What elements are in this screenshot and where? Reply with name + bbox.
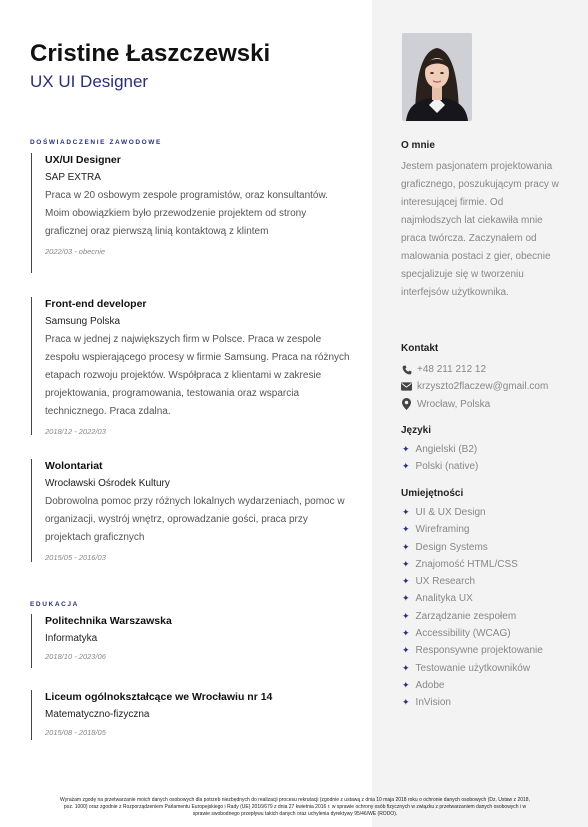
- envelope-icon: [401, 381, 412, 392]
- experience-dates: 2015/05 - 2016/03: [45, 553, 106, 562]
- experience-entry: [31, 297, 350, 435]
- contact-email[interactable]: [401, 378, 581, 395]
- languages-heading: Języki: [401, 425, 432, 436]
- contact-location: [401, 396, 581, 413]
- language-item: ✦ Polski (native): [401, 458, 581, 475]
- education-school: Liceum ogólnokształcące we Wrocławiu nr 14: [45, 691, 273, 703]
- star-bullet-icon: ✦: [402, 628, 410, 639]
- experience-description: Praca w 20 osbowym zespole programistów, oraz konsultantów. Moim obowiązkiem było przewodzenie projektem od strony graficznej oraz pierwszą linią kontaktową z klintem: [45, 190, 328, 237]
- experience-description: Praca w jednej z największych firm w Polsce. Praca w zespole zespołu wspierającego procesy w firmie Samsung. Praca na różnych etapach rozwoju projektów. Współpraca z klientami w zakresie projektowania, programowania, testowania oraz wsparcia technicznego. Praca zdalna.: [45, 334, 350, 417]
- skill-item: ✦ Analityka UX: [401, 590, 581, 607]
- about-text: Jestem pasjonatem projektowania graficznego, poszukującym pracy w interesującej firmie. Od najmłodszych lat ciekawiła mnie praca twórcza. Zaczynałem od malowania postaci z gier, obecnie specjalizuje się w tworzeniu interfejsów użytkownika.: [401, 161, 559, 298]
- phone-icon: [401, 364, 412, 375]
- skill-item: ✦ Responsywne projektowanie: [401, 642, 581, 659]
- job-title: UX UI Designer: [30, 72, 149, 91]
- about-heading: O mnie: [401, 140, 435, 151]
- contact-section: [401, 342, 581, 413]
- star-bullet-icon: ✦: [402, 541, 410, 552]
- map-pin-icon: [401, 399, 412, 410]
- star-bullet-icon: ✦: [402, 524, 410, 535]
- email-address: krzyszto2flaczew@gmail.com: [417, 381, 549, 393]
- star-bullet-icon: ✦: [402, 576, 410, 587]
- contact-heading: Kontakt: [401, 343, 439, 354]
- skills-heading: Umiejętności: [401, 488, 464, 499]
- location-text: Wrocław, Polska: [417, 398, 491, 410]
- candidate-name: Cristine Łaszczewski: [30, 40, 271, 67]
- languages-section: [401, 424, 581, 476]
- star-bullet-icon: ✦: [402, 697, 410, 708]
- star-bullet-icon: ✦: [402, 558, 410, 569]
- star-bullet-icon: ✦: [402, 610, 410, 621]
- skill-item: ✦ Zarządzanie zespołem: [401, 608, 581, 625]
- education-dates: 2015/08 - 2018/05: [45, 728, 106, 737]
- phone-number: +48 211 212 12: [417, 364, 487, 375]
- contact-phone[interactable]: [401, 361, 581, 378]
- language-item: ✦ Angielski (B2): [401, 441, 581, 458]
- skill-item: ✦ Wireframing: [401, 521, 581, 538]
- experience-role: Front-end developer: [45, 298, 147, 310]
- star-bullet-icon: ✦: [402, 645, 410, 656]
- experience-description: Dobrowolna pomoc przy różnych lokalnych wydarzeniach, pomoc w organizacji, wystrój wnętrz, oprowadzanie gości, praca przy projektach graficznych: [45, 496, 345, 543]
- experience-company: SAP EXTRA: [45, 172, 101, 183]
- skill-item: ✦ UI & UX Design: [401, 504, 581, 521]
- education-dates: 2018/10 - 2023/06: [45, 652, 106, 661]
- star-bullet-icon: ✦: [402, 679, 410, 690]
- education-field: Matematyczno-fizyczna: [45, 709, 150, 720]
- skill-item: ✦ Design Systems: [401, 539, 581, 556]
- skill-item: ✦ Accessibility (WCAG): [401, 625, 581, 642]
- experience-section-label: DOŚWIADCZENIE ZAWODOWE: [30, 139, 162, 146]
- star-bullet-icon: ✦: [402, 507, 410, 517]
- experience-company: Wrocławski Ośrodek Kultury: [45, 478, 170, 489]
- skills-section: [401, 487, 581, 712]
- star-bullet-icon: ✦: [402, 444, 410, 454]
- experience-dates: 2018/12 - 2022/03: [45, 427, 106, 436]
- experience-entry: [31, 459, 350, 562]
- experience-role: Wolontariat: [45, 460, 103, 472]
- star-bullet-icon: ✦: [402, 662, 410, 673]
- skill-item: ✦ Testowanie użytkowników: [401, 660, 581, 677]
- star-bullet-icon: ✦: [402, 461, 410, 472]
- gdpr-consent-clause: Wyrażam zgodę na przetwarzanie moich danych osobowych dla potrzeb niezbędnych do realizacji procesu rekrutacji (zgodnie z ustawą z dnia 10 maja 2018 roku o ochronie danych osobowych (Dz. Ustaw z 2018, poz. 1000) oraz zgodnie z Rozporządzeniem Parlamentu Europejskiego i Rady (UE) 2016/679 z dnia 27 kwietnia 2016 r. w sprawie ochrony osób fizycznych w związku z przetwarzaniem danych osobowych i w sprawie swobodnego przepływu takich danych oraz uchylenia dyrektywy 95/46/WE (RODO).: [60, 797, 530, 817]
- education-field: Informatyka: [45, 633, 98, 644]
- skill-item: ✦ Adobe: [401, 677, 581, 694]
- star-bullet-icon: ✦: [402, 593, 410, 604]
- education-entry: [31, 614, 350, 668]
- portrait-illustration: [402, 33, 472, 121]
- about-section: [401, 139, 581, 302]
- education-entry: [31, 690, 350, 740]
- experience-company: Samsung Polska: [45, 316, 121, 327]
- skill-item: ✦ InVision: [401, 694, 581, 711]
- education-school: Politechnika Warszawska: [45, 615, 172, 627]
- skill-item: ✦ UX Research: [401, 573, 581, 590]
- skill-item: ✦ Znajomość HTML/CSS: [401, 556, 581, 573]
- experience-dates: 2022/03 - obecnie: [45, 247, 106, 256]
- experience-role: UX/UI Designer: [45, 154, 121, 166]
- experience-entry: [31, 153, 350, 273]
- profile-photo: [402, 33, 472, 121]
- education-section-label: EDUKACJA: [30, 601, 79, 608]
